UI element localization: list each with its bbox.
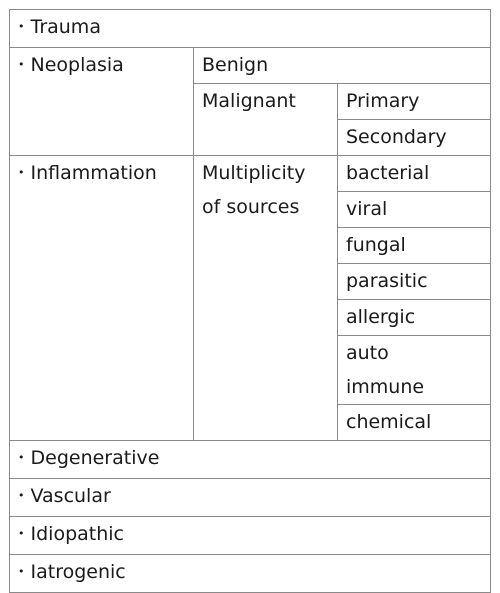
allergic-cell: allergic [338, 300, 491, 336]
multiplicity-cell [194, 156, 338, 441]
table-row [10, 517, 491, 555]
primary-cell: Primary [338, 84, 491, 120]
table-row [10, 441, 491, 479]
table-row [10, 479, 491, 517]
table-row [10, 156, 491, 192]
fungal-cell: fungal [338, 228, 491, 264]
iatrogenic-cell: • Iatrogenic [10, 555, 491, 593]
autoimmune-cell [338, 336, 491, 405]
multiplicity-line-2: of sources [202, 196, 300, 218]
auto-line-1: auto [346, 342, 389, 364]
trauma-cell: • Trauma [10, 10, 491, 48]
secondary-cell: Secondary [338, 120, 491, 156]
auto-line-2: immune [346, 376, 425, 398]
table-row [10, 555, 491, 593]
parasitic-cell: parasitic [338, 264, 491, 300]
degenerative-cell: • Degenerative [10, 441, 491, 479]
benign-cell: Benign [194, 48, 491, 84]
chemical-cell: chemical [338, 405, 491, 441]
vascular-cell: • Vascular [10, 479, 491, 517]
neoplasia-cell: • Neoplasia [10, 48, 194, 156]
table-row [10, 10, 491, 48]
multiplicity-line-1: Multiplicity [202, 162, 306, 184]
etiology-table [9, 9, 491, 593]
viral-cell: viral [338, 192, 491, 228]
table-row [10, 48, 491, 84]
bacterial-cell: bacterial [338, 156, 491, 192]
idiopathic-cell: • Idiopathic [10, 517, 491, 555]
malignant-cell: Malignant [194, 84, 338, 156]
inflammation-cell: • Inflammation [10, 156, 194, 441]
